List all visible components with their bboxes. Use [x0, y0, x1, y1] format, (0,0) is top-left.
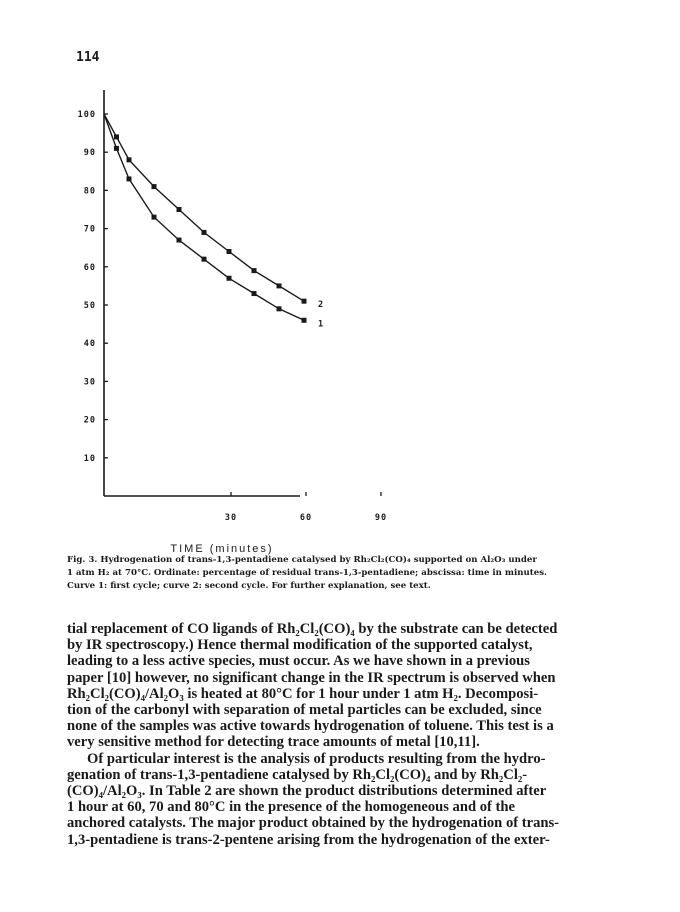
text-line: leading to a less active species, must occur. As we have shown in a previous [67, 653, 530, 670]
data-point [177, 207, 182, 212]
text-line: very sensitive method for detecting trace amounts of metal [10,11]. [67, 734, 480, 751]
data-point [277, 306, 282, 311]
data-point [114, 134, 119, 139]
x-axis-label: TIME (minutes) [170, 543, 274, 555]
page-number: 114 [76, 50, 100, 65]
paragraph-2 [67, 751, 624, 848]
text-line: 1 hour at 60, 70 and 80°C in the presence of the homogeneous and of the [67, 799, 515, 816]
y-tick-label: 90 [83, 148, 96, 159]
data-point [252, 291, 257, 296]
caption-line: 1 atm H₂ at 70°C. Ordinate: percentage of residual trans-1,3-pentadiene; abscissa: time in minutes. [67, 568, 548, 578]
x-tick-label: 60 [299, 513, 313, 523]
paragraph-1 [67, 621, 624, 751]
text-line: 1,3-pentadiene is trans-2-pentene arising from the hydrogenation of the exter- [67, 831, 550, 848]
y-tick-label: 40 [83, 339, 96, 350]
y-tick-label: 10 [83, 453, 96, 464]
y-tick-label: 50 [83, 301, 96, 311]
text-line: none of the samples was active towards hydrogenation of toluene. This test is a [67, 718, 554, 735]
data-point [302, 299, 307, 304]
y-tick-label: 30 [83, 377, 96, 388]
figure-caption [67, 554, 622, 593]
y-tick-label: 80 [83, 186, 96, 197]
data-point [202, 230, 207, 235]
body-text [67, 621, 624, 848]
caption-line: Fig. 3. Hydrogenation of trans-1,3-pentadiene catalysed by Rh₂Cl₂(CO)₄ supported on Al₂O₃ under [67, 555, 537, 565]
x-tick-label: 30 [224, 513, 238, 523]
data-point [202, 257, 207, 262]
data-point [114, 146, 119, 151]
chart-axes [104, 90, 381, 496]
text-line: (CO)₄/Al₂O₃. In Table 2 are shown the product distributions determined after [67, 783, 547, 800]
chart-series [104, 114, 307, 323]
text-line: genation of trans-1,3-pentadiene catalysed by Rh₂Cl₂(CO)₄ and by Rh₂Cl₂- [67, 766, 528, 783]
data-point [177, 238, 182, 243]
text-line: anchored catalysts. The major product obtained by the hydrogenation of trans- [67, 815, 560, 832]
data-point [152, 215, 157, 220]
text-line: paper [10] however, no significant change in the IR spectrum is observed when [67, 669, 556, 686]
curve-label-2: 2 [318, 300, 325, 311]
y-tick-label: 20 [83, 415, 96, 426]
x-tick-label: 90 [374, 513, 388, 523]
y-tick-label: 60 [83, 262, 96, 273]
y-tick-label: 70 [83, 224, 96, 235]
data-point [127, 176, 132, 181]
text-line: by IR spectroscopy.) Hence thermal modification of the supported catalyst, [67, 637, 533, 654]
y-tick-label: 100 [77, 110, 96, 120]
chart-labels [78, 110, 387, 555]
text-line: tial replacement of CO ligands of Rh₂Cl₂(CO)₄ by the substrate can be detected [67, 621, 558, 637]
data-point [227, 276, 232, 281]
text-line: Rh₂Cl₂(CO)₄/Al₂O₃ is heated at 80°C for 1 hour under 1 atm H₂. Decomposi- [67, 685, 539, 702]
curve-label-1: 1 [318, 319, 325, 330]
curve-2 [104, 114, 304, 301]
caption-line: Curve 1: first cycle; curve 2: second cycle. For further explanation, see text. [67, 581, 431, 591]
data-point [277, 283, 282, 288]
data-point [252, 268, 257, 273]
data-point [127, 157, 132, 162]
data-point [227, 249, 232, 254]
curve-1 [104, 114, 304, 320]
data-point [302, 318, 307, 323]
data-point [152, 184, 157, 189]
text-line: tion of the carbonyl with separation of metal particles can be excluded, since [67, 702, 542, 719]
text-line: Of particular interest is the analysis of products resulting from the hydro- [87, 750, 546, 767]
